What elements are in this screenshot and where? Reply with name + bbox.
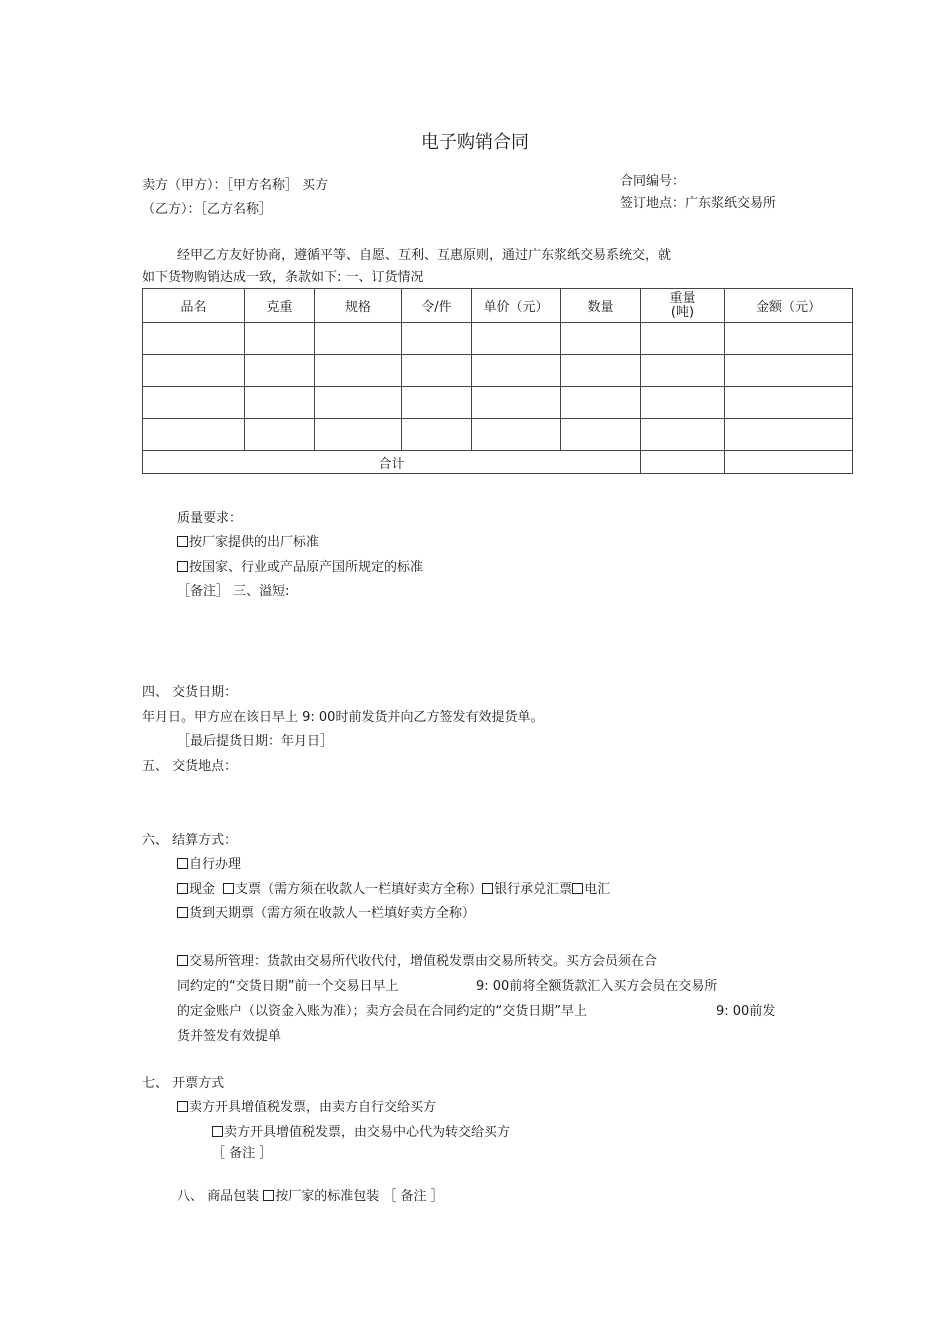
- order-table: [142, 288, 853, 474]
- signing-place: 签订地点：广东浆纸交易所: [620, 196, 777, 211]
- quality-option-national-label: 按国家、行业或产品原产国所规定的标准: [189, 560, 424, 575]
- table-cell[interactable]: [641, 387, 725, 419]
- exchange-line-2b: 9: 00前将全额货款汇入买方会员在交易所: [476, 979, 718, 994]
- table-header-row: [143, 289, 853, 323]
- intro-line-1: 经甲乙方友好协商，遵循平等、自愿、互利、互惠原则，通过广东浆纸交易系统交，就: [177, 248, 672, 263]
- settlement-term-label: 货到天期票（需方须在收款人一栏填好卖方全称）: [189, 906, 476, 921]
- table-cell[interactable]: [402, 355, 472, 387]
- exchange-line-2a: 同约定的“交货日期”前一个交易日早上: [177, 979, 399, 994]
- packaging-label: 八、 商品包装: [177, 1189, 264, 1204]
- table-cell[interactable]: [641, 419, 725, 451]
- table-cell[interactable]: [402, 387, 472, 419]
- table-row: [143, 323, 853, 355]
- table-cell[interactable]: [725, 419, 853, 451]
- col-header-ream: 令/件: [402, 289, 472, 323]
- invoice-option-seller-label: 卖方开具增值税发票，由卖方自行交给买方: [189, 1100, 437, 1115]
- table-cell[interactable]: [245, 355, 315, 387]
- table-cell[interactable]: [245, 323, 315, 355]
- col-header-gram-weight: 克重: [245, 289, 315, 323]
- table-cell[interactable]: [641, 355, 725, 387]
- table-cell[interactable]: [472, 355, 561, 387]
- table-cell[interactable]: [315, 355, 402, 387]
- col-header-weight: [641, 289, 725, 323]
- seller-line: 卖方（甲方）：［甲方名称］ 买方: [142, 178, 329, 193]
- table-cell[interactable]: [143, 323, 245, 355]
- table-cell[interactable]: [725, 387, 853, 419]
- table-cell[interactable]: [725, 323, 853, 355]
- exchange-line-3a: 的定金账户（以资金入账为准）；卖方会员在合同约定的“交货日期”早上: [177, 1004, 587, 1019]
- quality-option-factory[interactable]: [177, 536, 319, 549]
- settlement-option-term[interactable]: [177, 907, 475, 920]
- table-cell[interactable]: [315, 419, 402, 451]
- document-title: 电子购销合同: [421, 132, 529, 153]
- packaging-option-label: 按厂家的标准包装: [275, 1189, 380, 1204]
- checkbox-icon[interactable]: [177, 1101, 188, 1112]
- col-header-spec: 规格: [315, 289, 402, 323]
- col-header-amount: 金额（元）: [725, 289, 853, 323]
- settlement-cash-label: 现金: [189, 882, 216, 897]
- quality-option-factory-label: 按厂家提供的出厂标准: [189, 535, 320, 550]
- table-cell[interactable]: [402, 323, 472, 355]
- table-cell[interactable]: [315, 323, 402, 355]
- table-cell[interactable]: [472, 419, 561, 451]
- total-weight-cell[interactable]: [641, 451, 725, 474]
- table-cell[interactable]: [641, 323, 725, 355]
- intro-line-2: 如下货物购销达成一致，条款如下: 一、订货情况: [142, 270, 424, 285]
- table-cell[interactable]: [402, 419, 472, 451]
- checkbox-icon[interactable]: [572, 883, 583, 894]
- invoice-option-center[interactable]: [212, 1126, 510, 1139]
- checkbox-icon[interactable]: [212, 1126, 223, 1137]
- invoice-note: ［ 备注 ］: [212, 1146, 273, 1161]
- invoice-label: 七、 开票方式: [142, 1076, 225, 1091]
- settlement-option-self[interactable]: [177, 858, 241, 871]
- checkbox-icon[interactable]: [177, 561, 188, 572]
- checkbox-icon[interactable]: [177, 883, 188, 894]
- table-total-row: [143, 451, 853, 474]
- delivery-date-text: 年月日。甲方应在该日早上 9: 00时前发货并向乙方签发有效提货单。: [142, 710, 544, 725]
- settlement-check-label: 支票（需方须在收款人一栏填好卖方全称）: [235, 882, 483, 897]
- settlement-payment-options: [177, 883, 610, 896]
- table-row: [143, 387, 853, 419]
- col-header-name: 品名: [143, 289, 245, 323]
- table-cell[interactable]: [725, 355, 853, 387]
- checkbox-icon[interactable]: [177, 858, 188, 869]
- table-cell[interactable]: [143, 355, 245, 387]
- buyer-line: （乙方）：［乙方名称］: [142, 202, 273, 217]
- checkbox-icon[interactable]: [177, 955, 188, 966]
- settlement-bank-label: 银行承兑汇票: [494, 882, 573, 897]
- delivery-place-label: 五、 交货地点：: [142, 759, 238, 774]
- checkbox-icon[interactable]: [223, 883, 234, 894]
- invoice-option-seller[interactable]: [177, 1101, 436, 1114]
- checkbox-icon[interactable]: [482, 883, 493, 894]
- settlement-label: 六、 结算方式：: [142, 833, 238, 848]
- delivery-date-label: 四、 交货日期：: [142, 685, 238, 700]
- contract-number-label: 合同编号：: [620, 174, 686, 189]
- last-pickup-date: ［最后提货日期：年月日］: [177, 734, 334, 749]
- settlement-self-label: 自行办理: [189, 857, 242, 872]
- col-header-quantity: 数量: [561, 289, 641, 323]
- quality-label: 质量要求：: [177, 511, 243, 526]
- checkbox-icon[interactable]: [177, 536, 188, 547]
- col-header-unit-price: 单价（元）: [472, 289, 561, 323]
- packaging-section: [177, 1190, 444, 1203]
- total-label: 合计: [143, 451, 641, 474]
- table-cell[interactable]: [245, 387, 315, 419]
- exchange-line-3b: 9: 00前发: [716, 1004, 776, 1019]
- table-cell[interactable]: [472, 387, 561, 419]
- weight-header-unit: (吨): [670, 304, 695, 320]
- table-cell[interactable]: [143, 419, 245, 451]
- table-cell[interactable]: [561, 323, 641, 355]
- checkbox-icon[interactable]: [263, 1190, 274, 1201]
- table-cell[interactable]: [245, 419, 315, 451]
- invoice-option-center-label: 卖方开具增值税发票，由交易中心代为转交给买方: [224, 1125, 511, 1140]
- table-row: [143, 419, 853, 451]
- table-cell[interactable]: [561, 355, 641, 387]
- quality-option-national[interactable]: [177, 561, 423, 574]
- table-cell[interactable]: [472, 323, 561, 355]
- table-cell[interactable]: [561, 419, 641, 451]
- weight-header-label: 重量: [669, 290, 696, 306]
- packaging-note: ［ 备注 ］: [379, 1189, 444, 1204]
- quality-note: ［备注］ 三、溢短:: [177, 584, 290, 599]
- settlement-wire-label: 电汇: [584, 882, 611, 897]
- settlement-option-exchange[interactable]: [177, 955, 657, 968]
- table-row: [143, 355, 853, 387]
- exchange-line-1: 交易所管理：货款由交易所代收代付，增值税发票由交易所转交。买方会员须在合: [189, 954, 658, 969]
- table-cell[interactable]: [143, 387, 245, 419]
- total-amount-cell[interactable]: [725, 451, 853, 474]
- table-cell[interactable]: [315, 387, 402, 419]
- checkbox-icon[interactable]: [177, 907, 188, 918]
- exchange-line-4: 货并签发有效提单: [177, 1029, 282, 1044]
- table-cell[interactable]: [561, 387, 641, 419]
